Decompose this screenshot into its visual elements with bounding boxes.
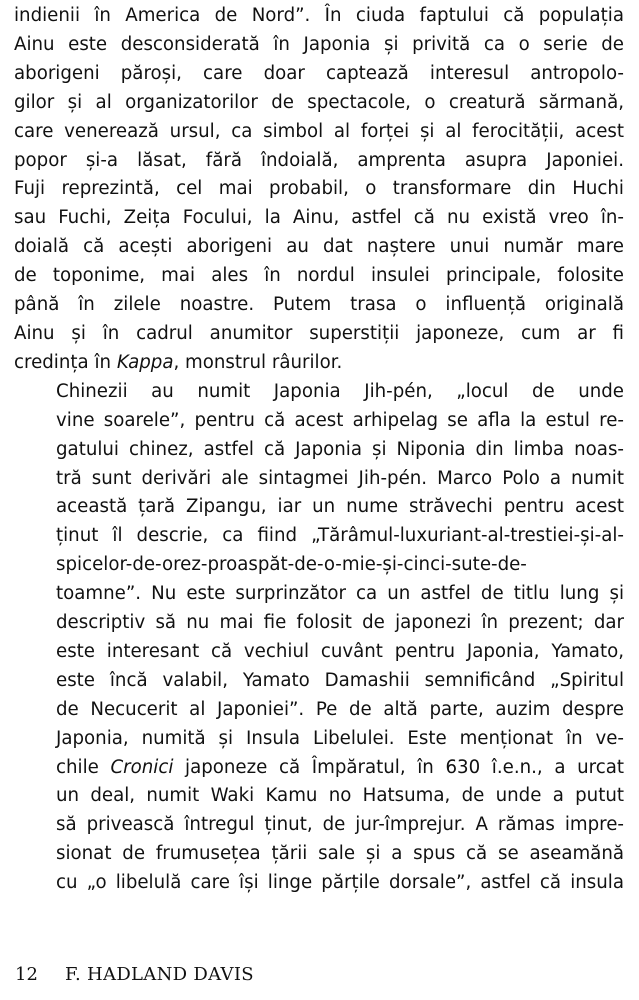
text-line — [14, 580, 624, 609]
text-run: un deal, numit Waki Kamu no Hatsuma, de unde a putut — [56, 785, 624, 807]
page-footer — [15, 964, 254, 986]
text-run: gilor și al organizatorilor de spectacole, o creatură sărmană, — [14, 91, 624, 113]
text-line — [14, 869, 624, 898]
paragraph — [14, 378, 624, 898]
text-run: sau Fuchi, Zeița Focului, la Ainu, astfel că nu există vreo în- — [14, 207, 624, 229]
text-run: indienii în America de Nord”. În ciuda faptului că populația — [14, 5, 624, 26]
text-run: spicelor-de-orez-proaspăt-de-o-mie-și-cinci-sute-de- — [56, 554, 527, 576]
text-run: gatului chinez, astfel că Japonia și Niponia din limba noas- — [56, 438, 624, 460]
text-line — [14, 782, 624, 811]
text-run: până în zilele noastre. Putem trasa o influență originală — [14, 294, 624, 316]
text-run: ținut îl descrie, ca fiind „Tărâmul-luxuriant-al-trestiei-și-al- — [56, 525, 624, 547]
text-line — [14, 407, 624, 436]
italic-text: Cronici — [110, 756, 174, 778]
text-run: cu „o libelulă care își linge părțile dorsale”, astfel că insula — [56, 872, 624, 894]
text-run: sionat de frumusețea țării sale și a spus că se aseamănă — [56, 843, 624, 865]
text-line — [14, 436, 624, 465]
text-run: vine soarele”, pentru că acest arhipelag se afla la estul re- — [56, 409, 624, 431]
text-line — [14, 378, 624, 407]
text-line — [14, 465, 624, 494]
text-line — [14, 840, 624, 869]
text-line — [14, 551, 624, 580]
text-run: , monstrul râurilor. — [173, 351, 343, 373]
text-line — [14, 262, 624, 291]
text-line — [14, 147, 624, 176]
text-run: să privească întregul ținut, de jur-împrejur. A rămas impre- — [56, 814, 624, 836]
text-line — [14, 175, 624, 204]
text-line — [14, 320, 624, 349]
text-line — [14, 667, 624, 696]
text-run: este interesant că vechiul cuvânt pentru Japonia, Yamato, — [56, 640, 624, 662]
book-page — [14, 2, 624, 898]
text-run: tră sunt derivări ale sintagmei Jih-pén. Marco Polo a numit — [56, 467, 624, 489]
text-run: Japonia, numită și Insula Libelulei. Este menționat în ve- — [56, 727, 624, 749]
text-run: descriptiv să nu mai fie folosit de japonezi în prezent; dar — [56, 612, 624, 634]
text-run: este încă valabil, Yamato Damashii semnificând „Spiritul — [56, 669, 624, 691]
text-run: toamne”. Nu este surprinzător ca un astfel de titlu lung și — [56, 583, 624, 605]
text-run: Ainu este desconsiderată în Japonia și privită ca o serie de — [14, 33, 624, 55]
text-run: Fuji reprezintă, cel mai probabil, o transformare din Huchi — [14, 178, 624, 200]
text-line — [14, 291, 624, 320]
text-run: de toponime, mai ales în nordul insulei principale, folosite — [14, 265, 624, 287]
text-line — [14, 89, 624, 118]
text-run: popor și-a lăsat, fără îndoială, amprenta asupra Japoniei. — [14, 149, 624, 171]
text-line — [14, 233, 624, 262]
text-line — [14, 725, 624, 754]
text-run: Chinezii au numit Japonia Jih-pén, „locul de unde — [56, 380, 624, 402]
paragraph — [14, 2, 624, 378]
text-line — [14, 493, 624, 522]
text-line — [14, 60, 624, 89]
text-run: Ainu și în cadrul anumitor superstiții japoneze, cum ar fi — [14, 322, 624, 344]
text-run: de Necucerit al Japoniei”. Pe de altă parte, auzim despre — [56, 698, 624, 720]
text-run: această țară Zipangu, iar un nume străvechi pentru acest — [56, 496, 624, 518]
body-text — [14, 2, 624, 898]
text-line — [14, 118, 624, 147]
text-line — [14, 811, 624, 840]
italic-text: Kappa — [116, 351, 174, 373]
text-line — [14, 609, 624, 638]
text-line — [14, 31, 624, 60]
text-line — [14, 349, 624, 378]
text-run: care venerează ursul, ca simbol al forței și al ferocității, acest — [14, 120, 624, 142]
text-run: japoneze că Împăratul, în 630 î.e.n., a urcat — [173, 756, 624, 778]
text-line — [14, 696, 624, 725]
text-line — [14, 522, 624, 551]
running-footer-author: F. HADLAND DAVIS — [65, 964, 254, 985]
text-run: aborigeni păroși, care doar captează interesul antropolo- — [14, 62, 624, 84]
text-run: credința în — [14, 351, 117, 373]
text-line — [14, 204, 624, 233]
text-line — [14, 2, 624, 31]
text-run: doială că acești aborigeni au dat naștere unui număr mare — [14, 236, 624, 258]
text-line — [14, 638, 624, 667]
text-run: chile — [56, 756, 111, 778]
text-line — [14, 754, 624, 783]
page-number: 12 — [15, 964, 38, 985]
